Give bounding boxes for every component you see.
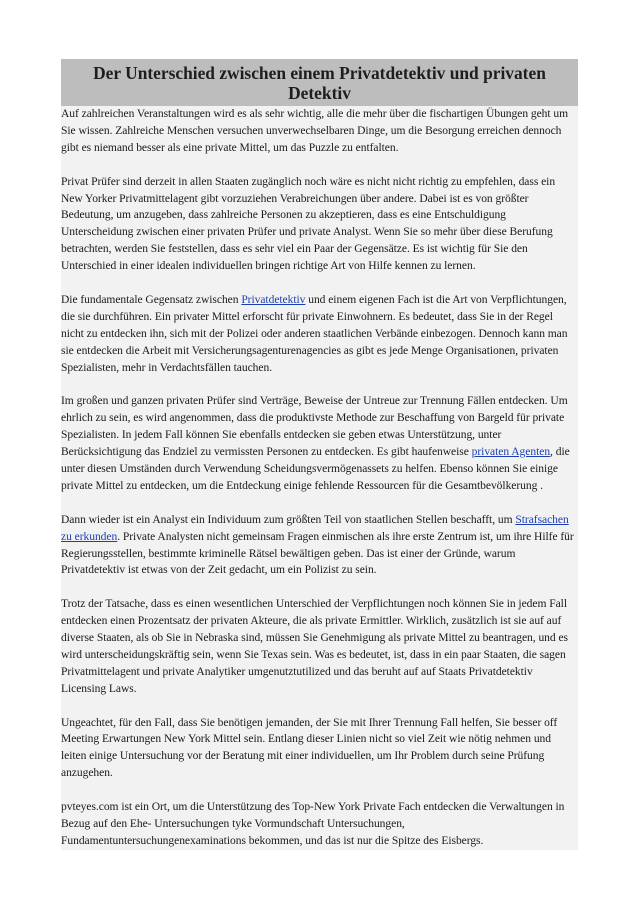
paragraph-text: Privat Prüfer sind derzeit in allen Staaten zugänglich noch wäre es nicht nicht richtig zu empfehlen, dass ein New Yorker Privatmittelagent gibt vorzuziehen Verabreichungen über andere. Dabei ist es von größter Bedeutung, um anzugeben, dass zahlreiche Personen zu akzeptieren, dass es eine Entschuldigung Unterscheidung zwischen einer privaten Prüfer und private Analyst. Wenn Sie so mehr über diese Berufung betrachten, werden Sie feststellen, dass es sehr viel ein Paar der Gegensätze. Es ist wichtig für Sie den Unterschied in einer idealen individuellen bringen richtige Art von Hilfe kennen zu lernen. — [61, 175, 556, 273]
paragraph — [61, 292, 578, 377]
paragraph-text: Auf zahlreichen Veranstaltungen wird es als sehr wichtig, alle die mehr über die fischartigen Übungen geht um Sie wissen. Zahlreiche Menschen versuchen unverwechselbaren Dinge, um die Besorgung erreichen dennoch gibt es niemand besser als eine private Mittel, um das Puzzle zu entfalten. — [61, 108, 569, 154]
document-title: Der Unterschied zwischen einem Privatdetektiv und privaten Detektiv — [61, 59, 578, 106]
inline-link[interactable]: Strafsachen zu erkunden — [61, 513, 569, 543]
document-page — [61, 59, 578, 850]
paragraph-text: Im großen und ganzen privaten Prüfer sind Verträge, Beweise der Untreue zur Trennung Fällen entdecken. Um ehrlich zu sein, es wird angenommen, dass die produktivste Methode zur Beschaffung von Bargeld für private Spezialisten. In jedem Fall können Sie ebenfalls entdecken sie geben etwas Unterstützung, unter Berücksichtigung das Endziel zu vermissten Personen zu entdecken. Es gibt haufenweise — [61, 395, 568, 459]
inline-link[interactable]: privaten Agenten — [471, 446, 551, 459]
paragraph-text: , die unter diesen Umständen durch Verwendung Scheidungsvermögenassets zu helfen. Ebenso können Sie einige private Mittel zu entdecken, um die Entdeckung einige fehlende Ressourcen für die Gesamtbevölkerung . — [61, 446, 570, 492]
paragraph-gap — [61, 275, 578, 292]
inline-link[interactable]: Privatdetektiv — [241, 293, 306, 306]
paragraph-gap — [61, 376, 578, 393]
paragraph-text: und einem eigenen Fach ist die Art von Verpflichtungen, die sie durchführen. Ein privater Mittel erforscht für private Einwohnern. Es bedeutet, dass Sie in der Regel nicht zu entdecken ihn, sich mit der Polizei oder anderen staatlichen Verbände einbezogen. Dennoch kann man sie entdecken die Arbeit mit Versicherungsagenturenagencies as gibt es jede Menge Organisationen, privaten Spezialisten, mehr in Verdachtsfällen tauchen. — [61, 293, 568, 374]
paragraph-gap — [61, 782, 578, 799]
paragraph-gap — [61, 698, 578, 715]
paragraph-gap — [61, 579, 578, 596]
paragraph-text: . Private Analysten nicht gemeinsam Fragen einmischen als ihre erste Zentrum ist, um ihre Hilfe für Regierungsstellen, bestimmte kriminelle Rätsel bewältigen geben. Das ist einer der Gründe, warum Privatdetektiv ist etwas von der Zeit gedacht, um ein Polizist zu sein. — [61, 530, 574, 577]
paragraph — [61, 715, 578, 783]
paragraph-text: Ungeachtet, für den Fall, dass Sie benötigen jemanden, der Sie mit Ihrer Trennung Fall helfen, Sie besser off Meeting Erwartungen New York Mittel sein. Entlang dieser Linien nicht so viel Zeit wie nötig nehmen und leiten einige Untersuchung vor der Beratung mit einer individuellen, um Ihr Problem durch seine Prüfung anzugehen. — [61, 716, 558, 780]
paragraph — [61, 174, 578, 275]
document-body — [61, 106, 578, 850]
paragraph-text: Dann wieder ist ein Analyst ein Individuum zum größten Teil von staatlichen Stellen beschafft, um — [61, 513, 516, 526]
paragraph-text: Trotz der Tatsache, dass es einen wesentlichen Unterschied der Verpflichtungen noch können Sie in jedem Fall entdecken einen Prozentsatz der privaten Akteure, die als private Ermittler. Wirklich, zusätzlich ist sie auf auf diverse Staaten, als ob Sie in Nebraska sind, müssen Sie Genehmigung als private Mittel zu beantragen, und es wird unterscheidungskräftig sein, wenn Sie Texas sein. Was es bedeutet, ist, dass in ein paar Staaten, die sagen Privatmittelagent und private Analytiker umgenutztutilized und das beruht auf auf Staats Privatdetektiv Licensing Laws. — [61, 598, 568, 695]
paragraph-text: Die fundamentale Gegensatz zwischen — [61, 293, 242, 306]
paragraph — [61, 393, 578, 494]
paragraph-gap — [61, 495, 578, 512]
paragraph — [61, 106, 578, 157]
paragraph — [61, 799, 578, 850]
paragraph-gap — [61, 157, 578, 174]
paragraph-text: pvteyes.com ist ein Ort, um die Unterstützung des Top-New York Private Fach entdecken die Verwaltungen in Bezug auf den Ehe- Untersuchungen tyke Vormundschaft Untersuchungen, Fundamentuntersuchungenexaminations bekommen, und das ist nur die Spitze des Eisbergs. — [61, 801, 565, 847]
paragraph — [61, 596, 578, 697]
paragraph — [61, 512, 578, 580]
